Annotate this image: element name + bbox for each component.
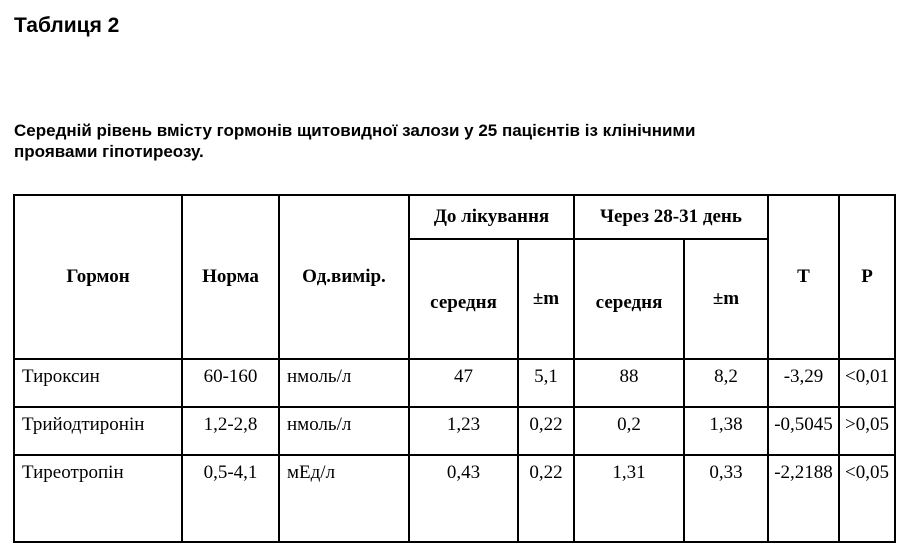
cell-unit: нмоль/л — [279, 407, 409, 455]
table-row — [14, 407, 895, 455]
cell-norm: 60-160 — [182, 359, 279, 407]
cell-hormone: Тиреотропін — [14, 455, 182, 542]
cell-p: <0,01 — [839, 359, 895, 407]
table-row — [14, 359, 895, 407]
cell-unit: мЕд/л — [279, 455, 409, 542]
header-after-mean: середня — [574, 239, 684, 359]
caption-line-1: Середній рівень вмісту гормонів щитовидної залози у 25 пацієнтів із клінічними — [14, 121, 696, 140]
header-before-pm: ±m — [518, 239, 574, 359]
cell-after-m: 0,33 — [684, 455, 768, 542]
cell-after-mean: 1,31 — [574, 455, 684, 542]
table-number-title: Таблиця 2 — [14, 14, 120, 37]
table-caption — [14, 120, 894, 162]
cell-hormone: Тироксин — [14, 359, 182, 407]
cell-t: -3,29 — [768, 359, 839, 407]
cell-before-mean: 1,23 — [409, 407, 518, 455]
cell-after-m: 1,38 — [684, 407, 768, 455]
cell-before-m: 0,22 — [518, 407, 574, 455]
table-row — [14, 455, 895, 542]
header-after-treatment: Через 28-31 день — [574, 195, 768, 239]
caption-line-2: проявами гіпотиреозу. — [14, 142, 204, 161]
cell-after-mean: 0,2 — [574, 407, 684, 455]
cell-before-mean: 0,43 — [409, 455, 518, 542]
header-norm: Норма — [182, 195, 279, 359]
cell-before-m: 0,22 — [518, 455, 574, 542]
header-before-mean: середня — [409, 239, 518, 359]
cell-norm: 0,5-4,1 — [182, 455, 279, 542]
cell-after-m: 8,2 — [684, 359, 768, 407]
cell-t: -0,5045 — [768, 407, 839, 455]
cell-after-mean: 88 — [574, 359, 684, 407]
header-t: T — [768, 195, 839, 359]
cell-before-mean: 47 — [409, 359, 518, 407]
header-unit: Од.вимір. — [279, 195, 409, 359]
cell-hormone: Трийодтиронін — [14, 407, 182, 455]
header-hormone: Гормон — [14, 195, 182, 359]
cell-unit: нмоль/л — [279, 359, 409, 407]
cell-norm: 1,2-2,8 — [182, 407, 279, 455]
cell-p: >0,05 — [839, 407, 895, 455]
header-after-pm: ±m — [684, 239, 768, 359]
cell-t: -2,2188 — [768, 455, 839, 542]
header-p: P — [839, 195, 895, 359]
cell-p: <0,05 — [839, 455, 895, 542]
header-before-treatment: До лікування — [409, 195, 574, 239]
cell-before-m: 5,1 — [518, 359, 574, 407]
hormone-table — [13, 194, 896, 543]
